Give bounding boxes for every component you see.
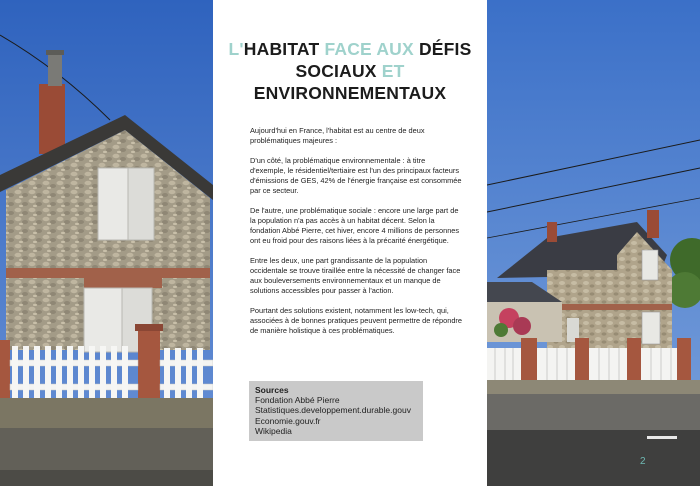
title-line-3 [213, 82, 487, 104]
title-line-1 [213, 38, 487, 60]
paragraph: Aujourd'hui en France, l'habitat est au centre de deux problématiques majeures : [250, 126, 425, 145]
house-photo-left [0, 0, 213, 486]
page-title [213, 38, 487, 104]
title-part: ENVIRONNEMENTAUX [253, 83, 447, 103]
paragraph: Pourtant des solutions existent, notamment les low-tech, qui, associées à de bonnes pratiques peuvent permettre de répondre de manière holistique à ces problématiques. [250, 306, 463, 335]
page-number: 2 [640, 456, 646, 467]
title-part: SOCIAUX [295, 61, 382, 81]
title-part: ET [381, 61, 405, 81]
title-part: DÉFIS [418, 39, 472, 59]
paragraph: Entre les deux, une part grandissante de la population occidentale se trouve tiraillée entre la nécessité de changer face aux bouleversements environnementaux et un manque de solutions accessibles pour passer à l'action. [250, 256, 461, 295]
source-item: Fondation Abbé Pierre [255, 395, 340, 405]
title-part: L' [228, 39, 244, 59]
body-text [250, 126, 462, 346]
text-column [213, 0, 487, 486]
title-part: FACE AUX [324, 39, 419, 59]
house-illustration-left [0, 0, 213, 486]
sources-heading: Sources [255, 385, 289, 395]
source-item: Wikipedia [255, 426, 292, 437]
paragraph: De l'autre, une problématique sociale : encore une large part de la population n'a pas accès à un habitat décent. Selon la fondation Abbé Pierre, cet hiver, encore 4 millions de personnes ont eu froid pour des raisons liées à la précarité énergétique. [250, 206, 460, 245]
title-part: HABITAT [243, 39, 325, 59]
source-item: Statistiques.developpement.durable.gouv [255, 405, 411, 416]
title-line-2 [213, 60, 487, 82]
house-illustration-right [487, 0, 700, 486]
sources-box [249, 381, 423, 441]
paragraph: D'un côté, la problématique environnementale : à titre d'exemple, le résidentiel/tertiaire est l'un des principaux facteurs d'émissions de GES, 42% de l'énergie française est consommée par ce secteur. [250, 156, 462, 195]
source-item: Economie.gouv.fr [255, 415, 321, 426]
house-photo-right [487, 0, 700, 486]
